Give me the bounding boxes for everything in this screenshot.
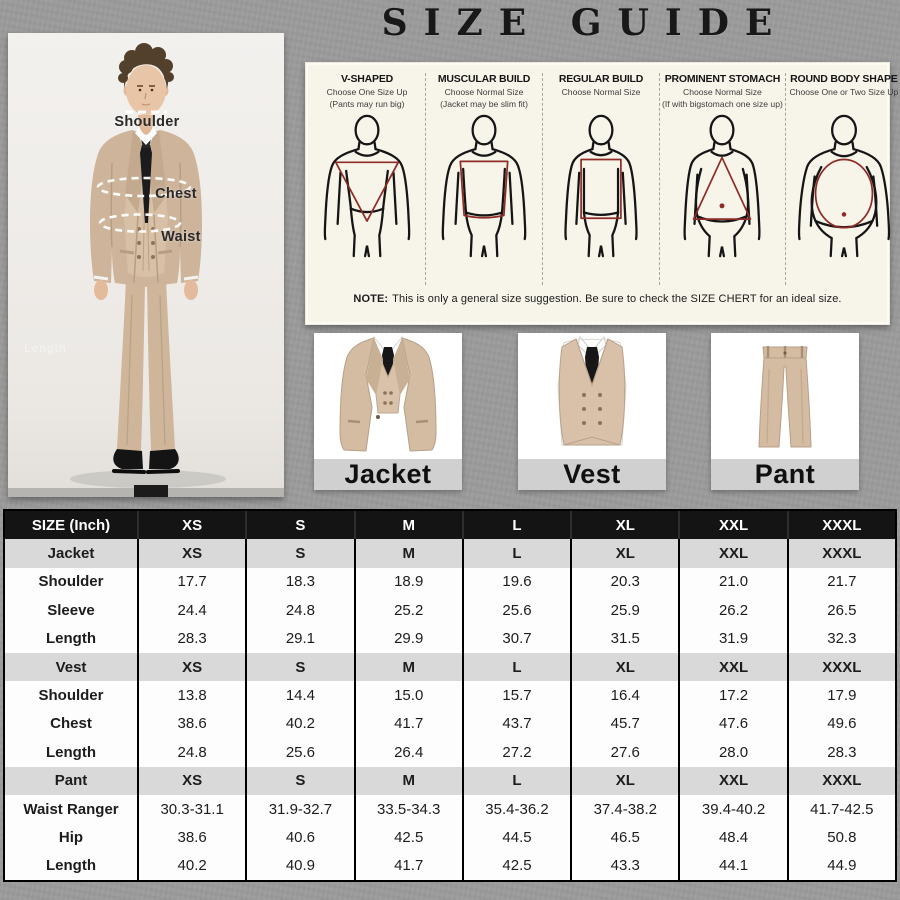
size-cell: 43.3 xyxy=(570,852,678,880)
size-cell: 29.9 xyxy=(354,625,462,653)
body-type-title: MUSCULAR BUILD xyxy=(437,73,531,85)
body-type-advice-2: (If with bigstomach one size up) xyxy=(662,99,783,110)
model-photo xyxy=(8,33,284,497)
size-cell: 37.4-38.2 xyxy=(570,795,678,823)
note-label: NOTE: xyxy=(353,293,389,305)
chart-note xyxy=(306,293,889,305)
size-cell: XXL xyxy=(678,511,786,539)
body-type-title: ROUND BODY SHAPE xyxy=(790,73,898,85)
body-type-advice: Choose Normal Size xyxy=(683,87,762,97)
body-type-columns xyxy=(306,63,899,285)
size-cell: L xyxy=(462,511,570,539)
size-cell: 27.6 xyxy=(570,738,678,766)
size-cell: L xyxy=(462,653,570,681)
size-cell: 31.9-32.7 xyxy=(245,795,353,823)
body-type-advice: Choose Normal Size xyxy=(444,87,524,97)
size-cell: 18.9 xyxy=(354,568,462,596)
size-cell: 50.8 xyxy=(787,823,895,851)
row-label: SIZE (Inch) xyxy=(31,516,111,534)
note-text: This is only a general size suggestion. Be sure to check the SIZE CHERT for an ideal size. xyxy=(392,293,842,305)
page-title: SIZE GUIDE xyxy=(381,2,789,44)
size-cell: 43.7 xyxy=(462,710,570,738)
size-cell: 41.7 xyxy=(354,710,462,738)
size-cell: 26.5 xyxy=(787,596,895,624)
size-cell: 38.6 xyxy=(137,710,245,738)
size-cell: 28.3 xyxy=(787,738,895,766)
row-label: Vest xyxy=(55,658,87,676)
row-label: Waist Ranger xyxy=(23,800,119,818)
body-type-advice-2: (Pants may run big) xyxy=(329,99,405,110)
table-data-row xyxy=(5,738,895,766)
body-type-column xyxy=(660,73,786,285)
row-label: Pant xyxy=(54,772,88,790)
size-cell: 25.6 xyxy=(245,738,353,766)
table-header-row xyxy=(5,511,895,539)
row-label: Jacket xyxy=(47,545,95,563)
table-data-row xyxy=(5,568,895,596)
size-cell: 14.4 xyxy=(245,681,353,709)
product-label: Jacket xyxy=(314,459,462,490)
size-cell: S xyxy=(245,511,353,539)
table-data-row xyxy=(5,596,895,624)
body-type-advice-2 xyxy=(788,99,900,109)
body-type-column xyxy=(309,73,426,285)
body-type-advice-2 xyxy=(545,99,657,109)
body-type-column xyxy=(786,73,900,285)
size-cell: S xyxy=(245,767,353,795)
size-cell: 44.1 xyxy=(678,852,786,880)
size-cell: 21.7 xyxy=(787,568,895,596)
size-cell: M xyxy=(354,767,462,795)
size-cell: L xyxy=(462,767,570,795)
body-type-advice: Choose Normal Size xyxy=(561,87,641,97)
v-shaped-figure-icon xyxy=(311,114,423,258)
size-cell: 26.2 xyxy=(678,596,786,624)
body-type-title: V-SHAPED xyxy=(340,73,394,85)
size-cell: 49.6 xyxy=(787,710,895,738)
prominent-stomach-figure-icon xyxy=(662,114,783,258)
size-cell: 40.2 xyxy=(245,710,353,738)
table-section-row xyxy=(5,653,895,681)
size-cell: 24.8 xyxy=(245,596,353,624)
size-cell: 15.7 xyxy=(462,681,570,709)
body-type-chart xyxy=(305,62,899,325)
body-type-column xyxy=(543,73,660,285)
round-body-figure-icon xyxy=(788,114,900,258)
size-cell: 40.9 xyxy=(245,852,353,880)
size-cell: XXXL xyxy=(787,653,895,681)
size-cell: 17.2 xyxy=(678,681,786,709)
size-cell: M xyxy=(354,511,462,539)
size-cell: 17.7 xyxy=(137,568,245,596)
size-cell: 44.9 xyxy=(787,852,895,880)
size-cell: XL xyxy=(570,539,678,567)
row-label: Shoulder xyxy=(38,687,104,705)
size-cell: 31.5 xyxy=(570,625,678,653)
size-cell: 48.4 xyxy=(678,823,786,851)
product-label: Vest xyxy=(518,459,666,490)
size-cell: 18.3 xyxy=(245,568,353,596)
size-cell: 25.2 xyxy=(354,596,462,624)
size-cell: 27.2 xyxy=(462,738,570,766)
size-cell: M xyxy=(354,539,462,567)
size-cell: 19.6 xyxy=(462,568,570,596)
size-cell: 32.3 xyxy=(787,625,895,653)
row-label: Length xyxy=(46,630,96,648)
size-cell: S xyxy=(245,653,353,681)
size-cell: XL xyxy=(570,767,678,795)
row-label: Shoulder xyxy=(38,573,104,591)
size-cell: 33.5-34.3 xyxy=(354,795,462,823)
waist-measure-label: Waist xyxy=(161,229,201,245)
size-cell: 45.7 xyxy=(570,710,678,738)
size-cell: XL xyxy=(570,511,678,539)
row-label: Length xyxy=(46,857,96,875)
table-section-row xyxy=(5,767,895,795)
size-cell: 41.7-42.5 xyxy=(787,795,895,823)
muscular-figure-icon xyxy=(428,114,540,258)
size-cell: XL xyxy=(570,653,678,681)
size-cell: 30.3-31.1 xyxy=(137,795,245,823)
size-cell: 35.4-36.2 xyxy=(462,795,570,823)
size-cell: 24.8 xyxy=(137,738,245,766)
size-cell: XXL xyxy=(678,653,786,681)
size-cell: 28.0 xyxy=(678,738,786,766)
size-cell: 13.8 xyxy=(137,681,245,709)
body-type-column xyxy=(426,73,543,285)
size-cell: 40.2 xyxy=(137,852,245,880)
body-type-title: REGULAR BUILD xyxy=(558,73,644,85)
body-type-advice-2: (Jacket may be slim fit) xyxy=(440,99,528,110)
size-cell: XXXL xyxy=(787,539,895,567)
body-type-advice: Choose One Size Up xyxy=(326,87,408,97)
size-cell: 42.5 xyxy=(462,852,570,880)
body-type-title: PROMINENT STOMACH xyxy=(664,73,781,85)
size-cell: 31.9 xyxy=(678,625,786,653)
regular-figure-icon xyxy=(545,114,657,258)
size-cell: XXXL xyxy=(787,511,895,539)
size-cell: 25.9 xyxy=(570,596,678,624)
size-cell: 26.4 xyxy=(354,738,462,766)
suit-model-illustration xyxy=(8,33,284,497)
table-data-row xyxy=(5,823,895,851)
size-cell: 15.0 xyxy=(354,681,462,709)
size-cell: 17.9 xyxy=(787,681,895,709)
table-data-row xyxy=(5,625,895,653)
product-label: Pant xyxy=(711,459,859,490)
size-cell: XS xyxy=(137,539,245,567)
size-cell: 21.0 xyxy=(678,568,786,596)
size-cell: 30.7 xyxy=(462,625,570,653)
size-cell: 41.7 xyxy=(354,852,462,880)
product-card-vest xyxy=(518,333,666,490)
size-cell: XS xyxy=(137,653,245,681)
size-cell: 39.4-40.2 xyxy=(678,795,786,823)
size-cell: M xyxy=(354,653,462,681)
row-label: Hip xyxy=(58,828,84,846)
size-cell: XS xyxy=(137,767,245,795)
size-cell: XXL xyxy=(678,767,786,795)
size-cell: 28.3 xyxy=(137,625,245,653)
size-cell: 38.6 xyxy=(137,823,245,851)
row-label: Length xyxy=(46,743,96,761)
product-card-pant xyxy=(711,333,859,490)
row-label: Sleeve xyxy=(47,601,95,619)
table-section-row xyxy=(5,539,895,567)
row-label: Chest xyxy=(50,715,92,733)
size-cell: 20.3 xyxy=(570,568,678,596)
shoulder-measure-label: Shoulder xyxy=(114,114,180,130)
size-cell: 25.6 xyxy=(462,596,570,624)
size-cell: 16.4 xyxy=(570,681,678,709)
chest-measure-label: Chest xyxy=(155,186,197,202)
table-data-row xyxy=(5,852,895,880)
size-cell: 42.5 xyxy=(354,823,462,851)
table-data-row xyxy=(5,681,895,709)
table-data-row xyxy=(5,795,895,823)
size-cell: XXL xyxy=(678,539,786,567)
size-cell: 47.6 xyxy=(678,710,786,738)
product-card-jacket xyxy=(314,333,462,490)
size-cell: L xyxy=(462,539,570,567)
size-table xyxy=(3,509,897,882)
size-cell: 46.5 xyxy=(570,823,678,851)
size-cell: 24.4 xyxy=(137,596,245,624)
size-cell: 29.1 xyxy=(245,625,353,653)
size-cell: 40.6 xyxy=(245,823,353,851)
size-cell: XS xyxy=(137,511,245,539)
length-watermark: Length xyxy=(24,341,67,355)
table-data-row xyxy=(5,710,895,738)
body-type-advice: Choose One or Two Size Up xyxy=(789,87,899,97)
size-cell: XXXL xyxy=(787,767,895,795)
size-cell: S xyxy=(245,539,353,567)
size-cell: 44.5 xyxy=(462,823,570,851)
